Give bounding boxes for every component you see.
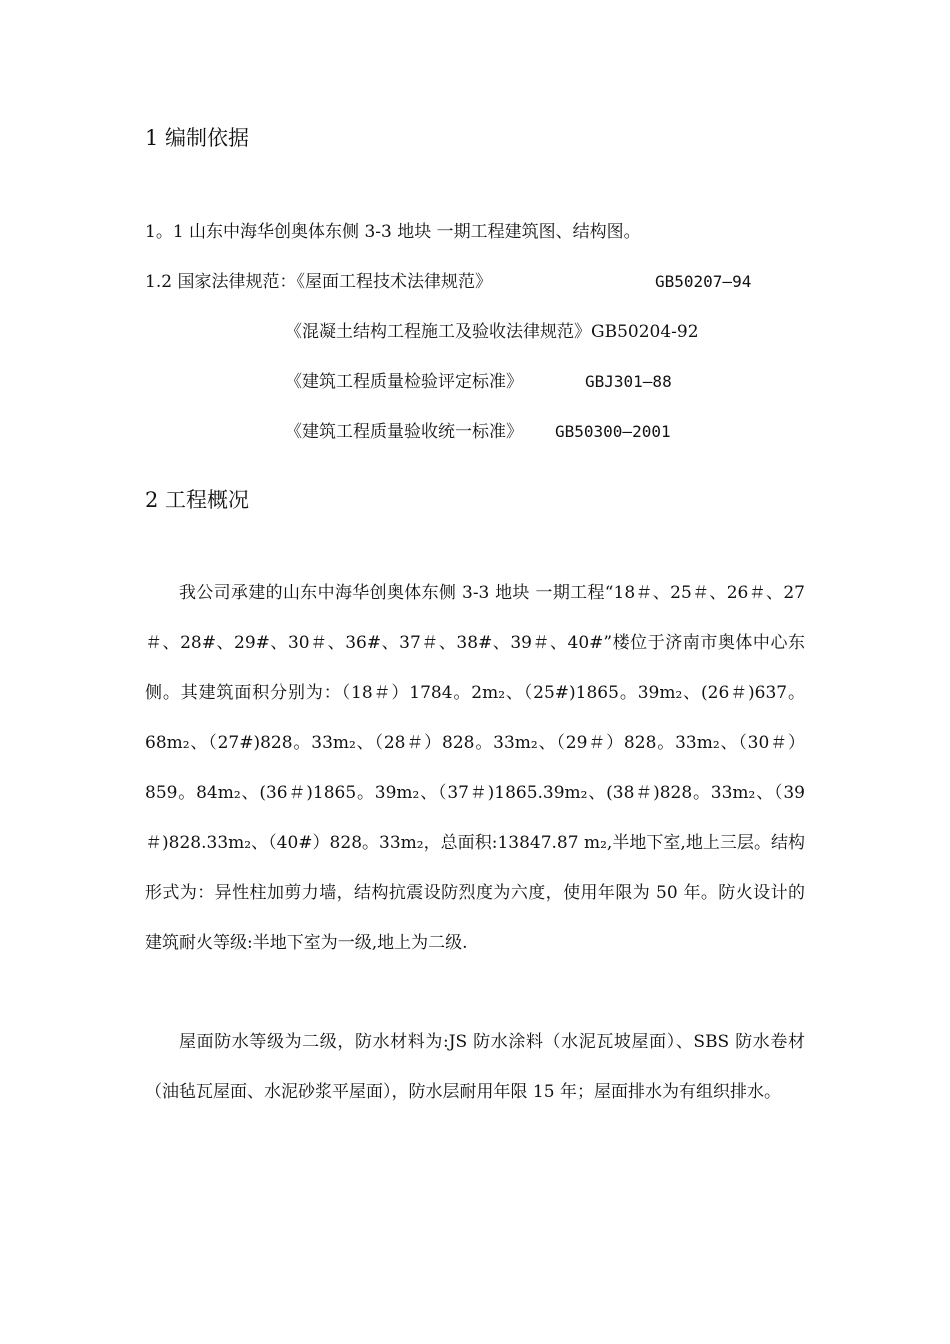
section-2-heading: 2 工程概况 (145, 488, 250, 512)
basis-item-2-code: GB50207—94 (655, 272, 752, 291)
reference-4-code: GB50300—2001 (555, 422, 671, 441)
overview-paragraph-1: 我公司承建的山东中海华创奥体东侧 3-3 地块 一期工程“18＃、25＃、26＃、27＃、28#、29#、30＃、36#、37＃、38#、39＃、40#”楼位于济南市奥体中心东侧。其建筑面积分别为：（18＃）1784。2m₂、（25#)1865。39m₂、(26＃)637。68m₂、（27#)828。33m₂、（28＃）828。33m₂、（29＃）828。33m₂、（30＃）859。84m₂、(36＃)1865。39m₂、（37＃)1865.39m₂、(38＃)828。33m₂、（39＃)828.33m₂、（40#）828。33m₂，总面积:13847.87 m₂,半地下室,地上三层。结构形式为：异性柱加剪力墙，结构抗震设防烈度为六度，使用年限为 50 年。防火设计的建筑耐火等级:半地下室为一级,地上为二级. (145, 583, 805, 953)
reference-3-title: 《建筑工程质量检验评定标准》 (285, 372, 523, 392)
section-1-heading: 1 编制依据 (145, 126, 250, 150)
basis-item-1: 1。1 山东中海华创奥体东侧 3-3 地块 一期工程建筑图、结构图。 (145, 222, 641, 242)
reference-3-code: GBJ301—88 (585, 372, 672, 391)
reference-2: 《混凝土结构工程施工及验收法律规范》GB50204-92 (285, 322, 699, 342)
overview-paragraph-2: 屋面防水等级为二级，防水材料为:JS 防水涂料（水泥瓦坡屋面）、SBS 防水卷材（油毡瓦屋面、水泥砂浆平屋面），防水层耐用年限 15 年；屋面排水为有组织排水。 (145, 1032, 805, 1102)
reference-4-title: 《建筑工程质量验收统一标准》 (285, 422, 523, 442)
basis-item-2-label: 1.2 国家法律规范：《屋面工程技术法律规范》 (145, 272, 492, 292)
